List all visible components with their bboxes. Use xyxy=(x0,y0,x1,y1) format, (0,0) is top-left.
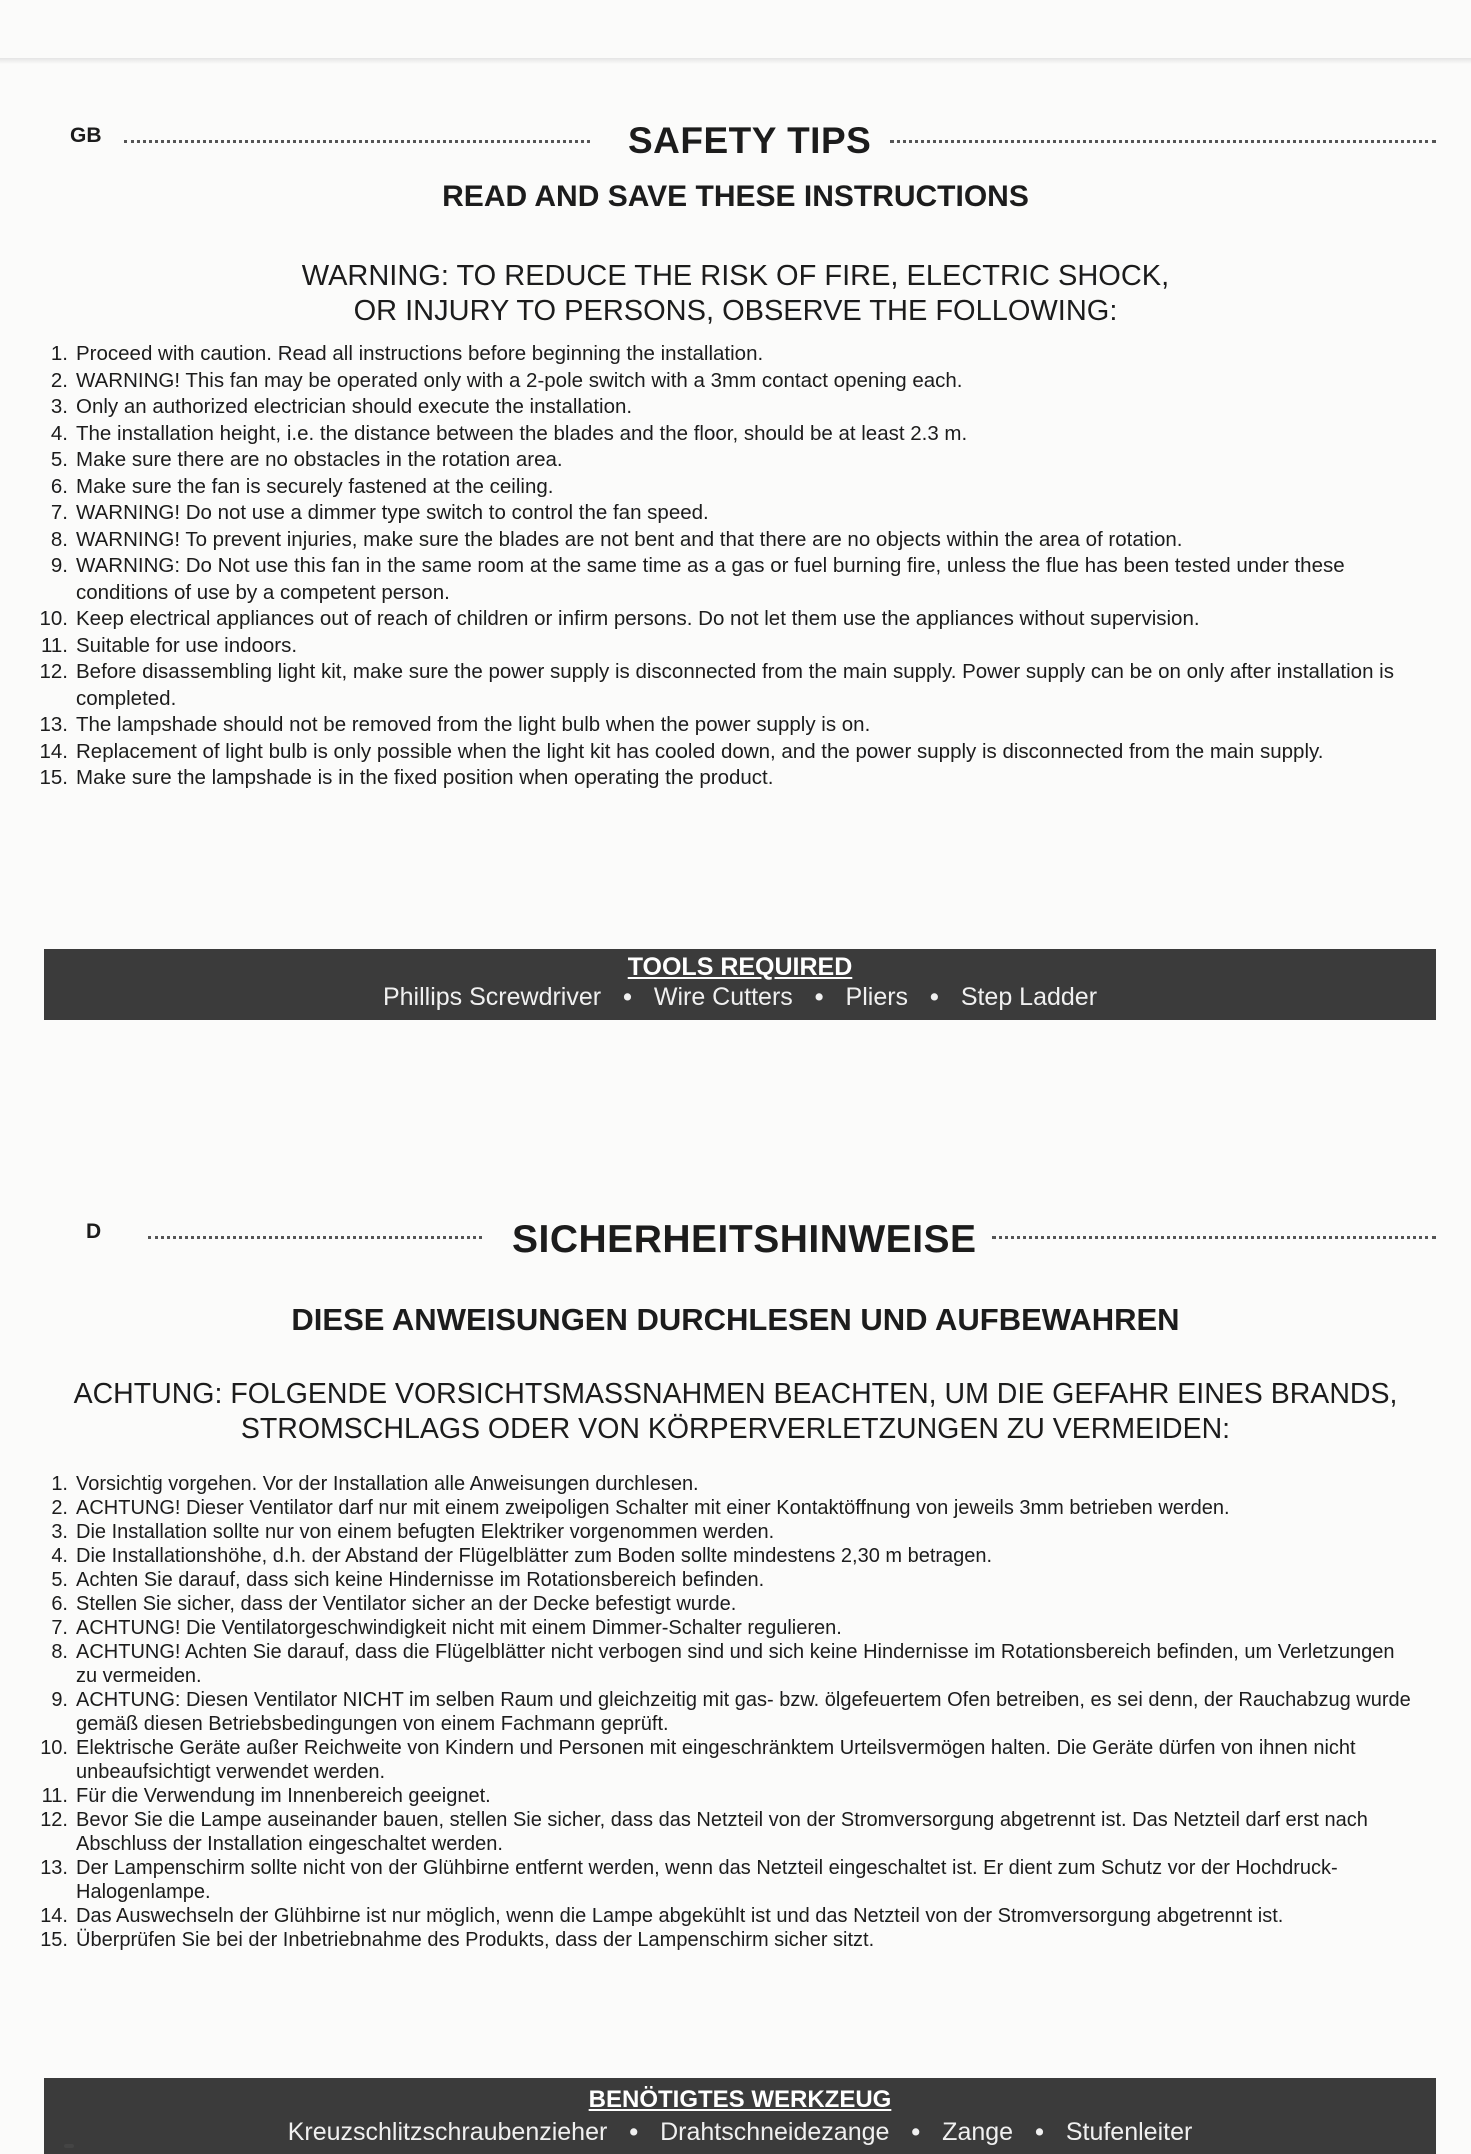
item-number: 8. xyxy=(50,527,68,551)
section-header-gb xyxy=(0,112,1471,172)
item-text: Vorsichtig vorgehen. Vor der Installation alle Anweisungen durchlesen. xyxy=(76,1473,699,1495)
list-item xyxy=(34,421,1414,448)
tool-item: Drahtschneidezange xyxy=(660,2118,890,2146)
list-item xyxy=(34,1736,1414,1784)
list-item xyxy=(34,1496,1414,1520)
page-title-gb: SAFETY TIPS xyxy=(628,120,872,161)
list-item xyxy=(34,659,1414,712)
tool-item: Wire Cutters xyxy=(653,983,793,1011)
item-text: ACHTUNG! Die Ventilatorgeschwindigkeit nicht mit einem Dimmer-Schalter regulieren. xyxy=(76,1617,842,1639)
tools-list-gb xyxy=(44,983,1436,1012)
item-number: 15. xyxy=(39,766,68,789)
item-text: Make sure the lampshade is in the fixed position when operating the product. xyxy=(76,766,774,789)
item-text: Make sure there are no obstacles in the rotation area. xyxy=(76,448,563,471)
list-item xyxy=(34,341,1414,368)
list-item xyxy=(34,1472,1414,1496)
item-text: Replacement of light bulb is only possible when the light kit has cooled down, and the power supply is disconnected from the main supply. xyxy=(76,739,1324,763)
item-number: 10. xyxy=(39,607,68,630)
warning-line: WARNING: TO REDUCE THE RISK OF FIRE, ELECTRIC SHOCK, xyxy=(301,260,1170,292)
tool-item: Pliers xyxy=(845,983,909,1011)
item-number: 11. xyxy=(41,1785,68,1807)
list-item xyxy=(34,553,1414,606)
page-title-d: SICHERHEITSHINWEISE xyxy=(512,1218,977,1261)
list-item xyxy=(34,500,1414,527)
language-code-gb: GB xyxy=(70,124,102,147)
tools-required-bar-d xyxy=(44,2078,1436,2154)
section-header-d xyxy=(0,1212,1471,1272)
separator-dot: • xyxy=(1035,2118,1044,2146)
tool-item: Step Ladder xyxy=(960,983,1098,1011)
item-text: Bevor Sie die Lampe auseinander bauen, stellen Sie sicher, dass das Netzteil von der Stromversorgung abgetrennt ist. Das Netzteil darf erst nach Abschluss der Installation eingeschaltet werden. xyxy=(76,1809,1368,1855)
item-text: Only an authorized electrician should execute the installation. xyxy=(76,395,633,418)
separator-dot: • xyxy=(623,983,632,1011)
list-item xyxy=(34,1544,1414,1568)
item-text: The installation height, i.e. the distance between the blades and the floor, should be at least 2.3 m. xyxy=(76,421,968,445)
item-text: Die Installation sollte nur von einem befugten Elektriker vorgenommen werden. xyxy=(76,1521,775,1543)
item-text: Make sure the fan is securely fastened at the ceiling. xyxy=(76,474,554,498)
item-number: 4. xyxy=(51,1545,68,1567)
item-text: Der Lampenschirm sollte nicht von der Glühbirne entfernt werden, wenn das Netzteil eingeschaltet ist. Er dient zum Schutz vor der Hochdruck-Halogenlampe. xyxy=(76,1857,1338,1903)
item-number: 10. xyxy=(40,1737,68,1759)
list-item xyxy=(34,633,1414,660)
item-number: 14. xyxy=(39,739,68,763)
item-text: Für die Verwendung im Innenbereich geeignet. xyxy=(76,1785,491,1807)
item-text: Überprüfen Sie bei der Inbetriebnahme des Produkts, dass der Lampenschirm sicher sitzt. xyxy=(76,1929,875,1951)
separator-dot: • xyxy=(911,2118,921,2146)
item-text: ACHTUNG: Diesen Ventilator NICHT im selben Raum und gleichzeitig mit gas- bzw. ölgefeuertem Ofen betreiben, es sei denn, der Rauchabzug wurde gemäß diesen Betriebsbedingungen von einem Fachmann geprüft. xyxy=(76,1689,1411,1735)
list-item xyxy=(34,394,1414,421)
item-number: 5. xyxy=(51,1569,68,1591)
item-number: 6. xyxy=(51,1593,68,1615)
warning-line: OR INJURY TO PERSONS, OBSERVE THE FOLLOWING: xyxy=(353,295,1118,328)
item-text: The lampshade should not be removed from the light bulb when the power supply is on. xyxy=(76,713,871,736)
instruction-list-d xyxy=(34,1472,1414,1952)
item-number: 5. xyxy=(50,448,68,471)
item-text: Achten Sie darauf, dass sich keine Hindernisse im Rotationsbereich befinden. xyxy=(76,1569,765,1591)
item-number: 3. xyxy=(51,1521,68,1543)
separator-dot: • xyxy=(629,2118,639,2146)
item-number: 2. xyxy=(51,1497,68,1519)
item-number: 8. xyxy=(51,1641,68,1663)
item-text: ACHTUNG! Dieser Ventilator darf nur mit einem zweipoligen Schalter mit einer Kontaktöffnung von jeweils 3mm betrieben werden. xyxy=(76,1497,1230,1519)
item-number: 15. xyxy=(40,1929,68,1951)
tools-required-title-gb: TOOLS REQUIRED xyxy=(627,953,853,981)
tools-list-d xyxy=(44,2118,1436,2147)
list-item xyxy=(34,606,1414,633)
item-number: 3. xyxy=(50,395,68,418)
scan-mark xyxy=(64,2144,74,2148)
warning-line: STROMSCHLAGS ODER VON KÖRPERVERLETZUNGEN ZU VERMEIDEN: xyxy=(240,1412,1231,1445)
warning-line: ACHTUNG: FOLGENDE VORSICHTSMASSNAHMEN BEACHTEN, UM DIE GEFAHR EINES BRANDS, xyxy=(73,1378,1398,1410)
tool-item: Phillips Screwdriver xyxy=(382,983,602,1011)
tools-required-title-d: BENÖTIGTES WERKZEUG xyxy=(588,2086,892,2113)
item-text: Elektrische Geräte außer Reichweite von Kindern und Personen mit eingeschränktem Urteilsvermögen halten. Die Geräte dürfen von ihnen nicht unbeaufsichtigt verwendet werden. xyxy=(76,1737,1356,1783)
item-text: ACHTUNG! Achten Sie darauf, dass die Flügelblätter nicht verbogen sind und sich keine Hindernisse im Rotationsbereich befinden, um Verletzungen zu vermeiden. xyxy=(76,1641,1395,1687)
item-text: Before disassembling light kit, make sure the power supply is disconnected from the main supply. Power supply can be on only after installation is completed. xyxy=(76,660,1394,710)
list-item xyxy=(34,1640,1414,1688)
item-number: 7. xyxy=(51,1617,68,1639)
tool-item: Zange xyxy=(942,2118,1014,2146)
list-item xyxy=(34,527,1414,554)
list-item xyxy=(34,765,1414,792)
item-text: Suitable for use indoors. xyxy=(76,633,298,657)
list-item xyxy=(34,739,1414,766)
item-number: 1. xyxy=(50,342,68,365)
language-code-d: D xyxy=(86,1220,102,1243)
list-item xyxy=(34,1808,1414,1856)
item-text: Das Auswechseln der Glühbirne ist nur möglich, wenn die Lampe abgekühlt ist und das Netzteil von der Stromversorgung abgetrennt ist. xyxy=(76,1905,1284,1927)
item-number: 12. xyxy=(40,1809,68,1831)
item-text: Keep electrical appliances out of reach of children or infirm persons. Do not let them use the appliances without supervision. xyxy=(76,607,1200,630)
item-number: 12. xyxy=(39,660,68,683)
separator-dot: • xyxy=(814,983,824,1011)
item-number: 9. xyxy=(51,1689,68,1711)
item-number: 13. xyxy=(40,1857,68,1879)
list-item xyxy=(34,1856,1414,1904)
list-item xyxy=(34,1520,1414,1544)
item-text: Stellen Sie sicher, dass der Ventilator sicher an der Decke befestigt wurde. xyxy=(76,1593,737,1615)
item-number: 13. xyxy=(39,713,68,736)
title-leader-dots-left xyxy=(148,1236,482,1239)
item-number: 1. xyxy=(51,1473,68,1495)
separator-dot: • xyxy=(930,983,939,1011)
item-text: WARNING! To prevent injuries, make sure the blades are not bent and that there are no objects within the area of rotation. xyxy=(76,527,1183,551)
subtitle-gb: READ AND SAVE THESE INSTRUCTIONS xyxy=(442,180,1029,213)
list-item xyxy=(34,1904,1414,1928)
item-text: WARNING! Do not use a dimmer type switch to control the fan speed. xyxy=(76,501,709,524)
title-leader-dots-right xyxy=(890,140,1436,143)
tool-item: Kreuzschlitzschraubenzieher xyxy=(287,2118,608,2146)
list-item xyxy=(34,1688,1414,1736)
item-text: Proceed with caution. Read all instructions before beginning the installation. xyxy=(76,342,764,365)
subtitle-d: DIESE ANWEISUNGEN DURCHLESEN UND AUFBEWAHREN xyxy=(291,1302,1180,1337)
item-number: 9. xyxy=(50,554,68,577)
list-item xyxy=(34,1592,1414,1616)
warning-block-gb xyxy=(0,259,1471,330)
title-leader-dots-right xyxy=(992,1236,1436,1239)
list-item xyxy=(34,447,1414,474)
item-text: WARNING! This fan may be operated only with a 2-pole switch with a 3mm contact opening each. xyxy=(76,368,963,392)
title-leader-dots-left xyxy=(124,140,590,143)
warning-block-d xyxy=(0,1377,1471,1447)
item-number: 7. xyxy=(50,501,68,524)
list-item xyxy=(34,368,1414,395)
list-item xyxy=(34,474,1414,501)
item-number: 4. xyxy=(50,421,68,445)
item-text: Die Installationshöhe, d.h. der Abstand der Flügelblätter zum Boden sollte mindestens 2,30 m betragen. xyxy=(76,1545,993,1567)
item-number: 6. xyxy=(50,474,68,498)
item-text: WARNING: Do Not use this fan in the same room at the same time as a gas or fuel burning fire, unless the flue has been tested under these conditions of use by a competent person. xyxy=(76,554,1345,604)
list-item xyxy=(34,1568,1414,1592)
item-number: 14. xyxy=(40,1905,68,1927)
list-item xyxy=(34,1616,1414,1640)
item-number: 2. xyxy=(50,368,68,392)
tools-required-bar-gb xyxy=(44,949,1436,1020)
tool-item: Stufenleiter xyxy=(1065,2118,1193,2146)
instruction-list-gb xyxy=(34,341,1414,792)
page-top-edge xyxy=(0,58,1471,64)
item-number: 11. xyxy=(41,633,68,657)
list-item xyxy=(34,712,1414,739)
list-item xyxy=(34,1784,1414,1808)
list-item xyxy=(34,1928,1414,1952)
